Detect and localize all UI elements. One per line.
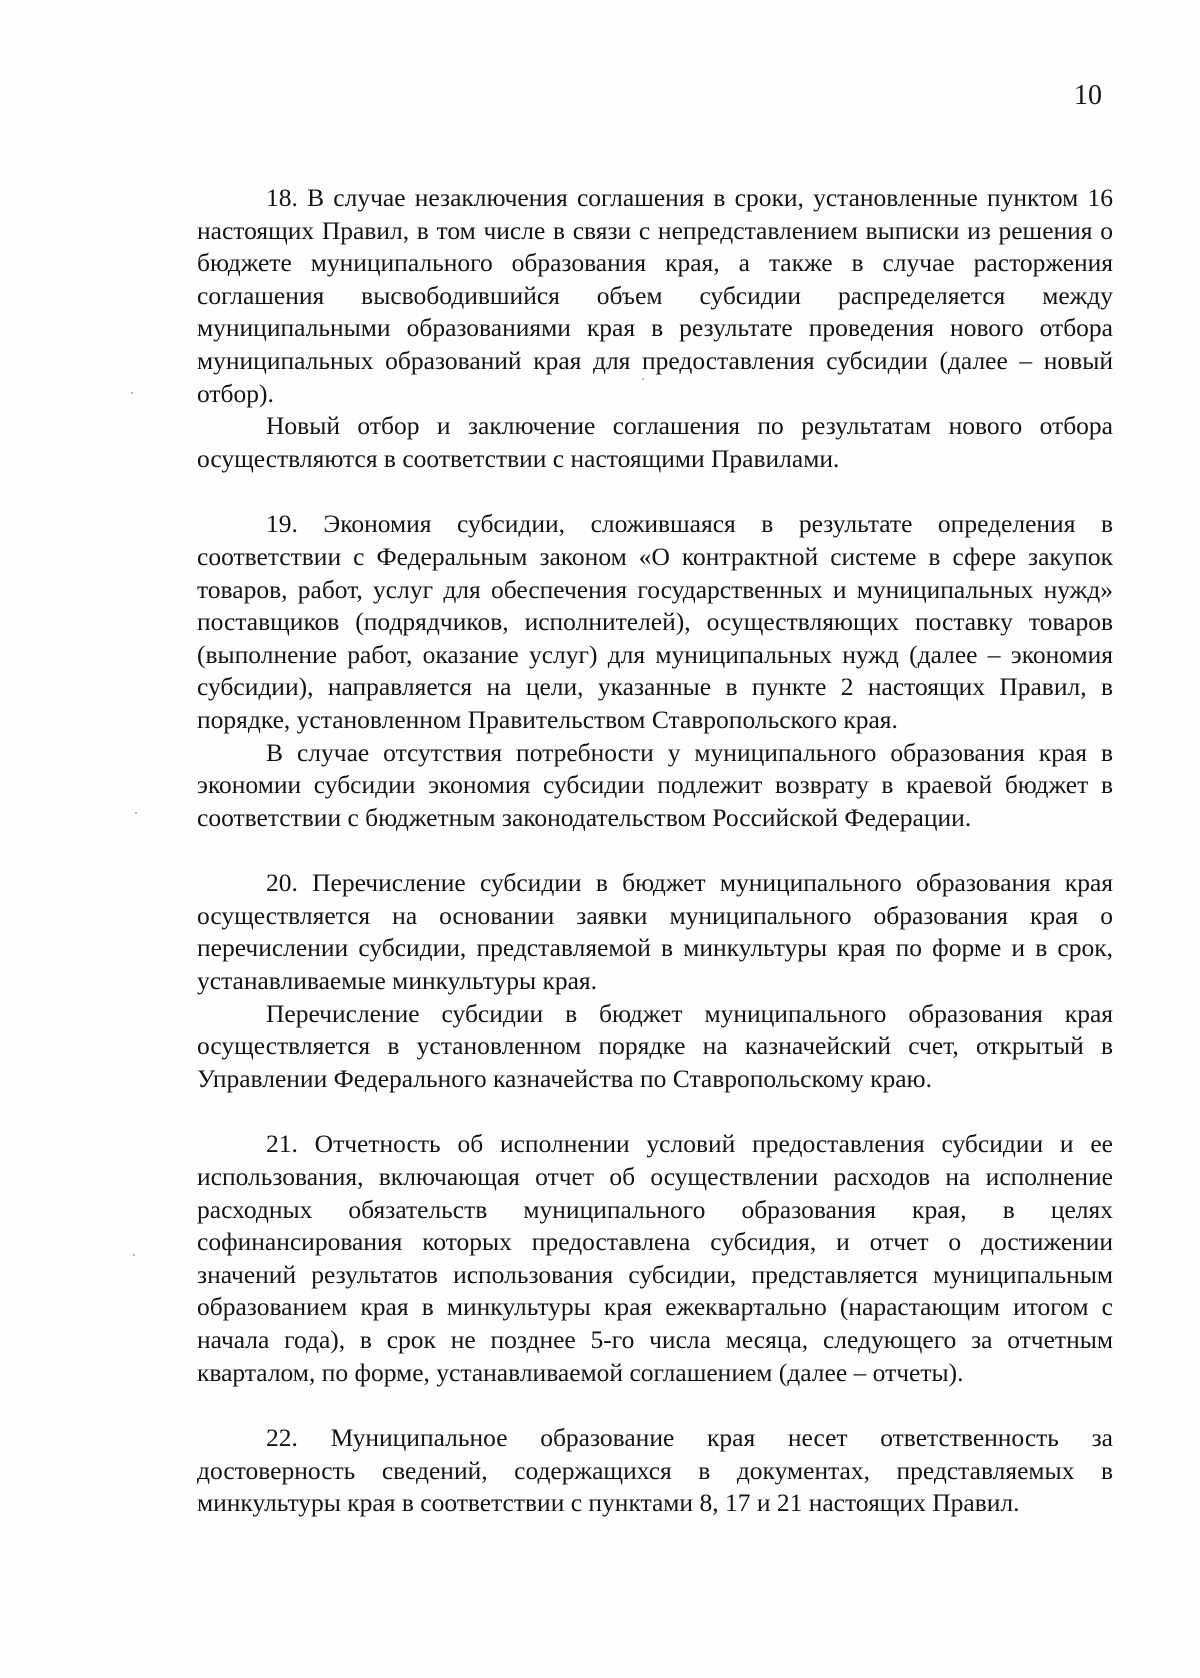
clause-19-paragraph-2: В случае отсутствия потребности у муниципального образования края в экономии субсидии экономия субсидии подлежит возврату в краевой бюджет в соответствии с бюджетным законодательством Российской Федерации. bbox=[197, 737, 1113, 832]
clause-20 bbox=[197, 867, 1113, 1095]
clause-18-paragraph-2: Новый отбор и заключение соглашения по результатам нового отбора осуществляются в соответствии с настоящими Правилами. bbox=[197, 411, 1113, 473]
clause-18 bbox=[197, 182, 1113, 475]
document-body bbox=[197, 182, 1113, 1520]
clause-20-paragraph-2: Перечисление субсидии в бюджет муниципального образования края осуществляется в установленном порядке на казначейский счет, открытый в Управлении Федерального казначейства по Ставропольскому краю. bbox=[197, 998, 1113, 1093]
scan-speck bbox=[131, 392, 133, 394]
scan-speck bbox=[642, 378, 644, 380]
clause-21-paragraph-1: 21. Отчетность об исполнении условий предоставления субсидии и ее использования, включающая отчет об осуществлении расходов на исполнение расходных обязательств муниципального образования края, в целях софинансирования которых предоставлена субсидия, и отчет о достижении значений результатов использования субсидии, представляется муниципальным образованием края в минкультуры края ежеквартально (нарастающим итогом с начала года), в срок не позднее 5-го числа месяца, следующего за отчетным кварталом, по форме, устанавливаемой соглашением (далее – отчеты). bbox=[197, 1129, 1113, 1387]
clause-18-paragraph-1: 18. В случае незаключения соглашения в сроки, установленные пунктом 16 настоящих Правил, в том числе в связи с непредставлением выписки из решения о бюджете муниципального образования края, а также в случае расторжения соглашения высвободившийся объем субсидии распределяется между муниципальными образованиями края в результате проведения нового отбора муниципальных образований края для предоставления субсидии (далее – новый отбор). bbox=[197, 183, 1113, 408]
clause-22 bbox=[197, 1422, 1113, 1520]
clause-21 bbox=[197, 1128, 1113, 1389]
clause-20-paragraph-1: 20. Перечисление субсидии в бюджет муниципального образования края осуществляется на основании заявки муниципального образования края о перечислении субсидии, представляемой в минкультуры края по форме и в срок, устанавливаемые минкультуры края. bbox=[197, 868, 1113, 996]
clause-22-paragraph-1: 22. Муниципальное образование края несет ответственность за достоверность сведений, содержащихся в документах, представляемых в минкультуры края в соответствии с пунктами 8, 17 и 21 настоящих Правил. bbox=[197, 1423, 1113, 1518]
clause-19-paragraph-1: 19. Экономия субсидии, сложившаяся в результате определения в соответствии с Федеральным законом «О контрактной системе в сфере закупок товаров, работ, услуг для обеспечения государственных и муниципальных нужд» поставщиков (подрядчиков, исполнителей), осуществляющих поставку товаров (выполнение работ, оказание услуг) для муниципальных нужд (далее – экономия субсидии), направляется на цели, указанные в пункте 2 настоящих Правил, в порядке, установленном Правительством Ставропольского края. bbox=[197, 509, 1113, 734]
clause-19 bbox=[197, 508, 1113, 834]
scan-speck bbox=[133, 1254, 135, 1256]
page-number: 10 bbox=[1074, 80, 1102, 111]
scan-speck bbox=[135, 812, 137, 814]
